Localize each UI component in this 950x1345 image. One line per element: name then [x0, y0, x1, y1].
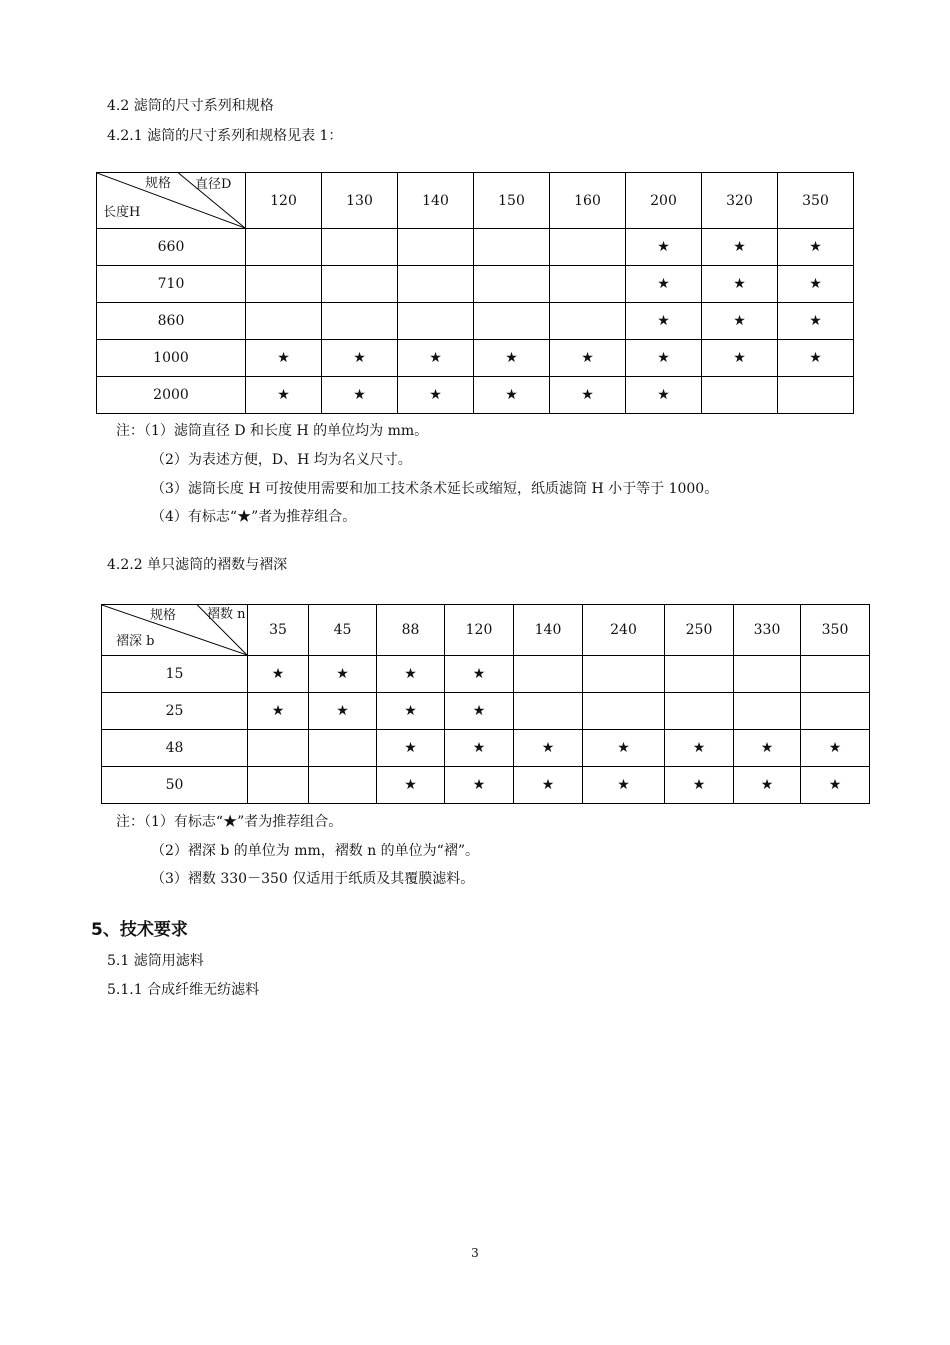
empty-cell [246, 229, 322, 266]
recommended-star-cell: ★ [734, 730, 801, 767]
recommended-star-cell: ★ [322, 340, 398, 377]
empty-cell [398, 229, 474, 266]
column-header: 140 [398, 173, 474, 229]
recommended-star-cell: ★ [702, 340, 778, 377]
corner-label-spec: 规格 [150, 608, 177, 623]
table1-note-3: （3）滤筒长度 H 可按使用需要和加工技术条术延长或缩短，纸质滤筒 H 小于等于 1000。 [151, 481, 719, 497]
empty-cell [583, 656, 665, 693]
recommended-star-cell: ★ [377, 767, 445, 804]
row-label: 660 [97, 229, 246, 266]
section-4-2-heading: 4.2 滤筒的尺寸系列和规格 [107, 98, 274, 114]
empty-cell [309, 730, 377, 767]
empty-cell [246, 266, 322, 303]
recommended-star-cell: ★ [626, 303, 702, 340]
recommended-star-cell: ★ [665, 767, 734, 804]
column-header: 350 [801, 605, 870, 656]
table-row [97, 377, 854, 414]
recommended-star-cell: ★ [734, 767, 801, 804]
empty-cell [398, 266, 474, 303]
recommended-star-cell: ★ [583, 730, 665, 767]
table-row [97, 303, 854, 340]
recommended-star-cell: ★ [583, 767, 665, 804]
page-number: 3 [471, 1246, 479, 1260]
table1-note-2: （2）为表述方便，D、H 均为名义尺寸。 [151, 452, 412, 468]
row-label: 2000 [97, 377, 246, 414]
table-row [102, 693, 870, 730]
table-row [102, 767, 870, 804]
empty-cell [514, 656, 583, 693]
empty-cell [550, 303, 626, 340]
recommended-star-cell: ★ [248, 693, 309, 730]
corner-label-length: 长度H [103, 205, 141, 220]
size-spec-table [96, 172, 854, 414]
recommended-star-cell: ★ [445, 693, 514, 730]
empty-cell [322, 303, 398, 340]
empty-cell [778, 377, 854, 414]
empty-cell [550, 229, 626, 266]
recommended-star-cell: ★ [626, 377, 702, 414]
empty-cell [801, 656, 870, 693]
empty-cell [583, 693, 665, 730]
table1-note-4: （4）有标志“★”者为推荐组合。 [151, 509, 357, 525]
table-row [102, 656, 870, 693]
recommended-star-cell: ★ [778, 340, 854, 377]
column-header: 45 [309, 605, 377, 656]
recommended-star-cell: ★ [322, 377, 398, 414]
row-label: 1000 [97, 340, 246, 377]
section-4-2-2-heading: 4.2.2 单只滤筒的褶数与褶深 [107, 557, 288, 573]
recommended-star-cell: ★ [550, 377, 626, 414]
recommended-star-cell: ★ [474, 340, 550, 377]
row-label: 25 [102, 693, 248, 730]
empty-cell [474, 266, 550, 303]
column-header: 350 [778, 173, 854, 229]
column-header: 130 [322, 173, 398, 229]
empty-cell [665, 656, 734, 693]
recommended-star-cell: ★ [309, 693, 377, 730]
row-label: 50 [102, 767, 248, 804]
empty-cell [801, 693, 870, 730]
corner-label-spec: 规格 [145, 176, 172, 191]
column-header: 88 [377, 605, 445, 656]
table-corner-cell [97, 173, 246, 229]
recommended-star-cell: ★ [377, 730, 445, 767]
recommended-star-cell: ★ [377, 656, 445, 693]
recommended-star-cell: ★ [246, 340, 322, 377]
section-5-1-heading: 5.1 滤筒用滤料 [107, 953, 204, 969]
recommended-star-cell: ★ [778, 303, 854, 340]
recommended-star-cell: ★ [665, 730, 734, 767]
recommended-star-cell: ★ [626, 266, 702, 303]
table-row [97, 266, 854, 303]
recommended-star-cell: ★ [626, 229, 702, 266]
empty-cell [398, 303, 474, 340]
column-header: 320 [702, 173, 778, 229]
empty-cell [248, 730, 309, 767]
column-header: 250 [665, 605, 734, 656]
table-row [102, 730, 870, 767]
empty-cell [322, 266, 398, 303]
section-5-heading: 5、技术要求 [91, 920, 188, 940]
recommended-star-cell: ★ [778, 229, 854, 266]
empty-cell [322, 229, 398, 266]
section-4-2-1-heading: 4.2.1 滤筒的尺寸系列和规格见表 1： [107, 128, 343, 144]
corner-label-diameter: 直径D [195, 177, 232, 192]
table1-note-1: 注：（1）滤筒直径 D 和长度 H 的单位均为 mm。 [116, 423, 429, 439]
table-header-row [102, 605, 870, 656]
row-label: 860 [97, 303, 246, 340]
table-row [97, 340, 854, 377]
column-header: 160 [550, 173, 626, 229]
recommended-star-cell: ★ [801, 730, 870, 767]
recommended-star-cell: ★ [801, 767, 870, 804]
recommended-star-cell: ★ [309, 656, 377, 693]
empty-cell [665, 693, 734, 730]
column-header: 200 [626, 173, 702, 229]
recommended-star-cell: ★ [702, 303, 778, 340]
corner-label-pleat-count: 褶数 n [207, 607, 246, 622]
recommended-star-cell: ★ [445, 730, 514, 767]
recommended-star-cell: ★ [702, 229, 778, 266]
column-header: 150 [474, 173, 550, 229]
row-label: 710 [97, 266, 246, 303]
recommended-star-cell: ★ [702, 266, 778, 303]
table-row [97, 229, 854, 266]
empty-cell [734, 656, 801, 693]
table2-note-1: 注：（1）有标志“★”者为推荐组合。 [116, 814, 343, 830]
recommended-star-cell: ★ [778, 266, 854, 303]
recommended-star-cell: ★ [377, 693, 445, 730]
column-header: 240 [583, 605, 665, 656]
section-5-1-1-heading: 5.1.1 合成纤维无纺滤料 [107, 982, 260, 998]
recommended-star-cell: ★ [248, 656, 309, 693]
recommended-star-cell: ★ [445, 767, 514, 804]
pleat-spec-table [101, 604, 870, 804]
recommended-star-cell: ★ [626, 340, 702, 377]
column-header: 120 [445, 605, 514, 656]
recommended-star-cell: ★ [550, 340, 626, 377]
recommended-star-cell: ★ [445, 656, 514, 693]
empty-cell [474, 303, 550, 340]
recommended-star-cell: ★ [514, 767, 583, 804]
recommended-star-cell: ★ [474, 377, 550, 414]
empty-cell [248, 767, 309, 804]
empty-cell [514, 693, 583, 730]
empty-cell [309, 767, 377, 804]
empty-cell [550, 266, 626, 303]
table-header-row [97, 173, 854, 229]
column-header: 140 [514, 605, 583, 656]
column-header: 35 [248, 605, 309, 656]
table-corner-cell [102, 605, 248, 656]
empty-cell [734, 693, 801, 730]
empty-cell [246, 303, 322, 340]
table2-note-2: （2）褶深 b 的单位为 mm，褶数 n 的单位为“褶”。 [151, 843, 480, 859]
column-header: 330 [734, 605, 801, 656]
corner-label-pleat-depth: 褶深 b [116, 634, 155, 649]
recommended-star-cell: ★ [398, 377, 474, 414]
empty-cell [474, 229, 550, 266]
row-label: 15 [102, 656, 248, 693]
recommended-star-cell: ★ [514, 730, 583, 767]
row-label: 48 [102, 730, 248, 767]
recommended-star-cell: ★ [246, 377, 322, 414]
table2-note-3: （3）褶数 330－350 仅适用于纸质及其覆膜滤料。 [151, 871, 475, 887]
recommended-star-cell: ★ [398, 340, 474, 377]
empty-cell [702, 377, 778, 414]
column-header: 120 [246, 173, 322, 229]
